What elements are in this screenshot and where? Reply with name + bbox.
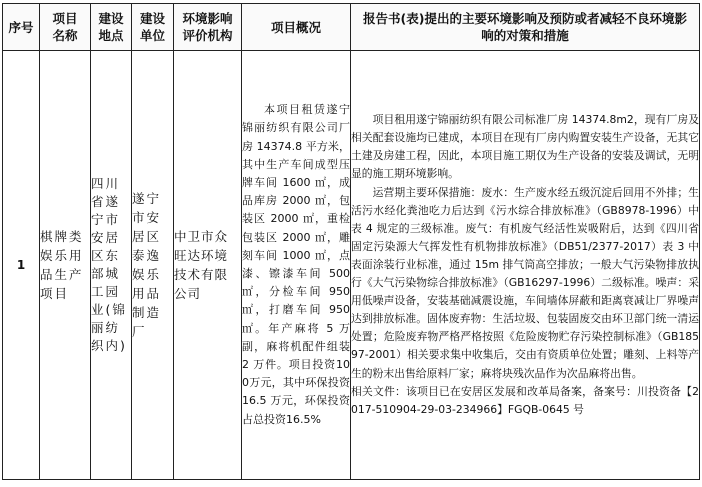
header-row: [3, 4, 700, 51]
header-eia-org: 环境影响评价机构: [174, 4, 242, 51]
header-unit: 建设单位: [132, 4, 174, 51]
measures-related-files: 相关文件：该项目已在安居区发展和改革局备案，备案号：川投资备【2017-510904-29-03-234966】FGQB-0645 号: [351, 384, 699, 416]
row-location: 四川省遂宁市安居区东部城工园业(锦丽纺织内): [91, 51, 132, 480]
measures-operation-period: 运营期主要环保措施：废水：生产废水经五级沉淀后回用不外排；生活污水经化粪池吃力后达到《污水综合排放标准》（GB8978-1996）中表 4 规定的三级标准。废气：有机废气经活性炭吸附后，达到《四川省固定污染源大气挥发性有机物排放标准》（DB51/2377-2017）表 3 中表面涂装行业标准，通过 15m 排气筒高空排放；一般大气污染物排放执行《大气污染物综合排放标准》（GB16297-1996）二级标准。噪声：采用低噪声设备，安装基础减震设施，车间墙体屏蔽和距离衰减让厂界噪声达到排放标准。固体废弃物：生活垃圾、包装固废交由环卫部门统一清运处置；危险废弃物严格严格按照《危险废物贮存污染控制标准》（GB18597-2001）相关要求集中收集后，交由有资质单位处置；雕刻、上料等产生的粉末出售给原料厂家；麻将块残次品作为次品麻将出售。: [351, 185, 699, 380]
header-location: 建设地点: [91, 4, 132, 51]
measures-construction-period: 项目租用遂宁锦丽纺织有限公司标准厂房 14374.8m2，现有厂房及相关配套设施均已建成，本项目在现有厂房内购置安装生产设备，无其它土建及房建工程，因此，本项目施工期仅为生产设备的安装及调试，无明显的施工期环境影响。: [351, 113, 699, 181]
header-project-name: 项目名称: [40, 4, 91, 51]
header-seq: 序号: [3, 4, 40, 51]
row-unit: 遂宁市安居区泰逸娱乐用品制造厂: [132, 51, 174, 480]
row-project-name: 棋牌类娱乐用品生产项目: [40, 51, 91, 480]
row-summary: 本项目租赁遂宁锦丽纺织有限公司厂房 14374.8 平方米，其中生产车间成型压牌车间 1600 ㎡，成品库房 2000 ㎡，包装区 2000 ㎡，重检包装区 2000 ㎡，雕刻车间 1000 ㎡，点漆、镲漆车间 500 ㎡，分检车间 950 ㎡，打磨车间 950 ㎡。年产麻将 5 万副，麻将机配件组装 2 万件。项目投资100万元，其中环保投资 16.5 万元，环保投资占总投资16.5%: [242, 51, 351, 480]
row-measures: [351, 51, 700, 480]
table-row: [3, 51, 700, 480]
row-seq: 1: [3, 51, 40, 480]
header-summary: 项目概况: [242, 4, 351, 51]
row-eia-org: 中卫市众旺达环境技术有限公司: [174, 51, 242, 480]
eia-table: [2, 3, 700, 480]
header-measures: 报告书(表)提出的主要环境影响及预防或者减轻不良环境影响的对策和措施: [351, 4, 700, 51]
